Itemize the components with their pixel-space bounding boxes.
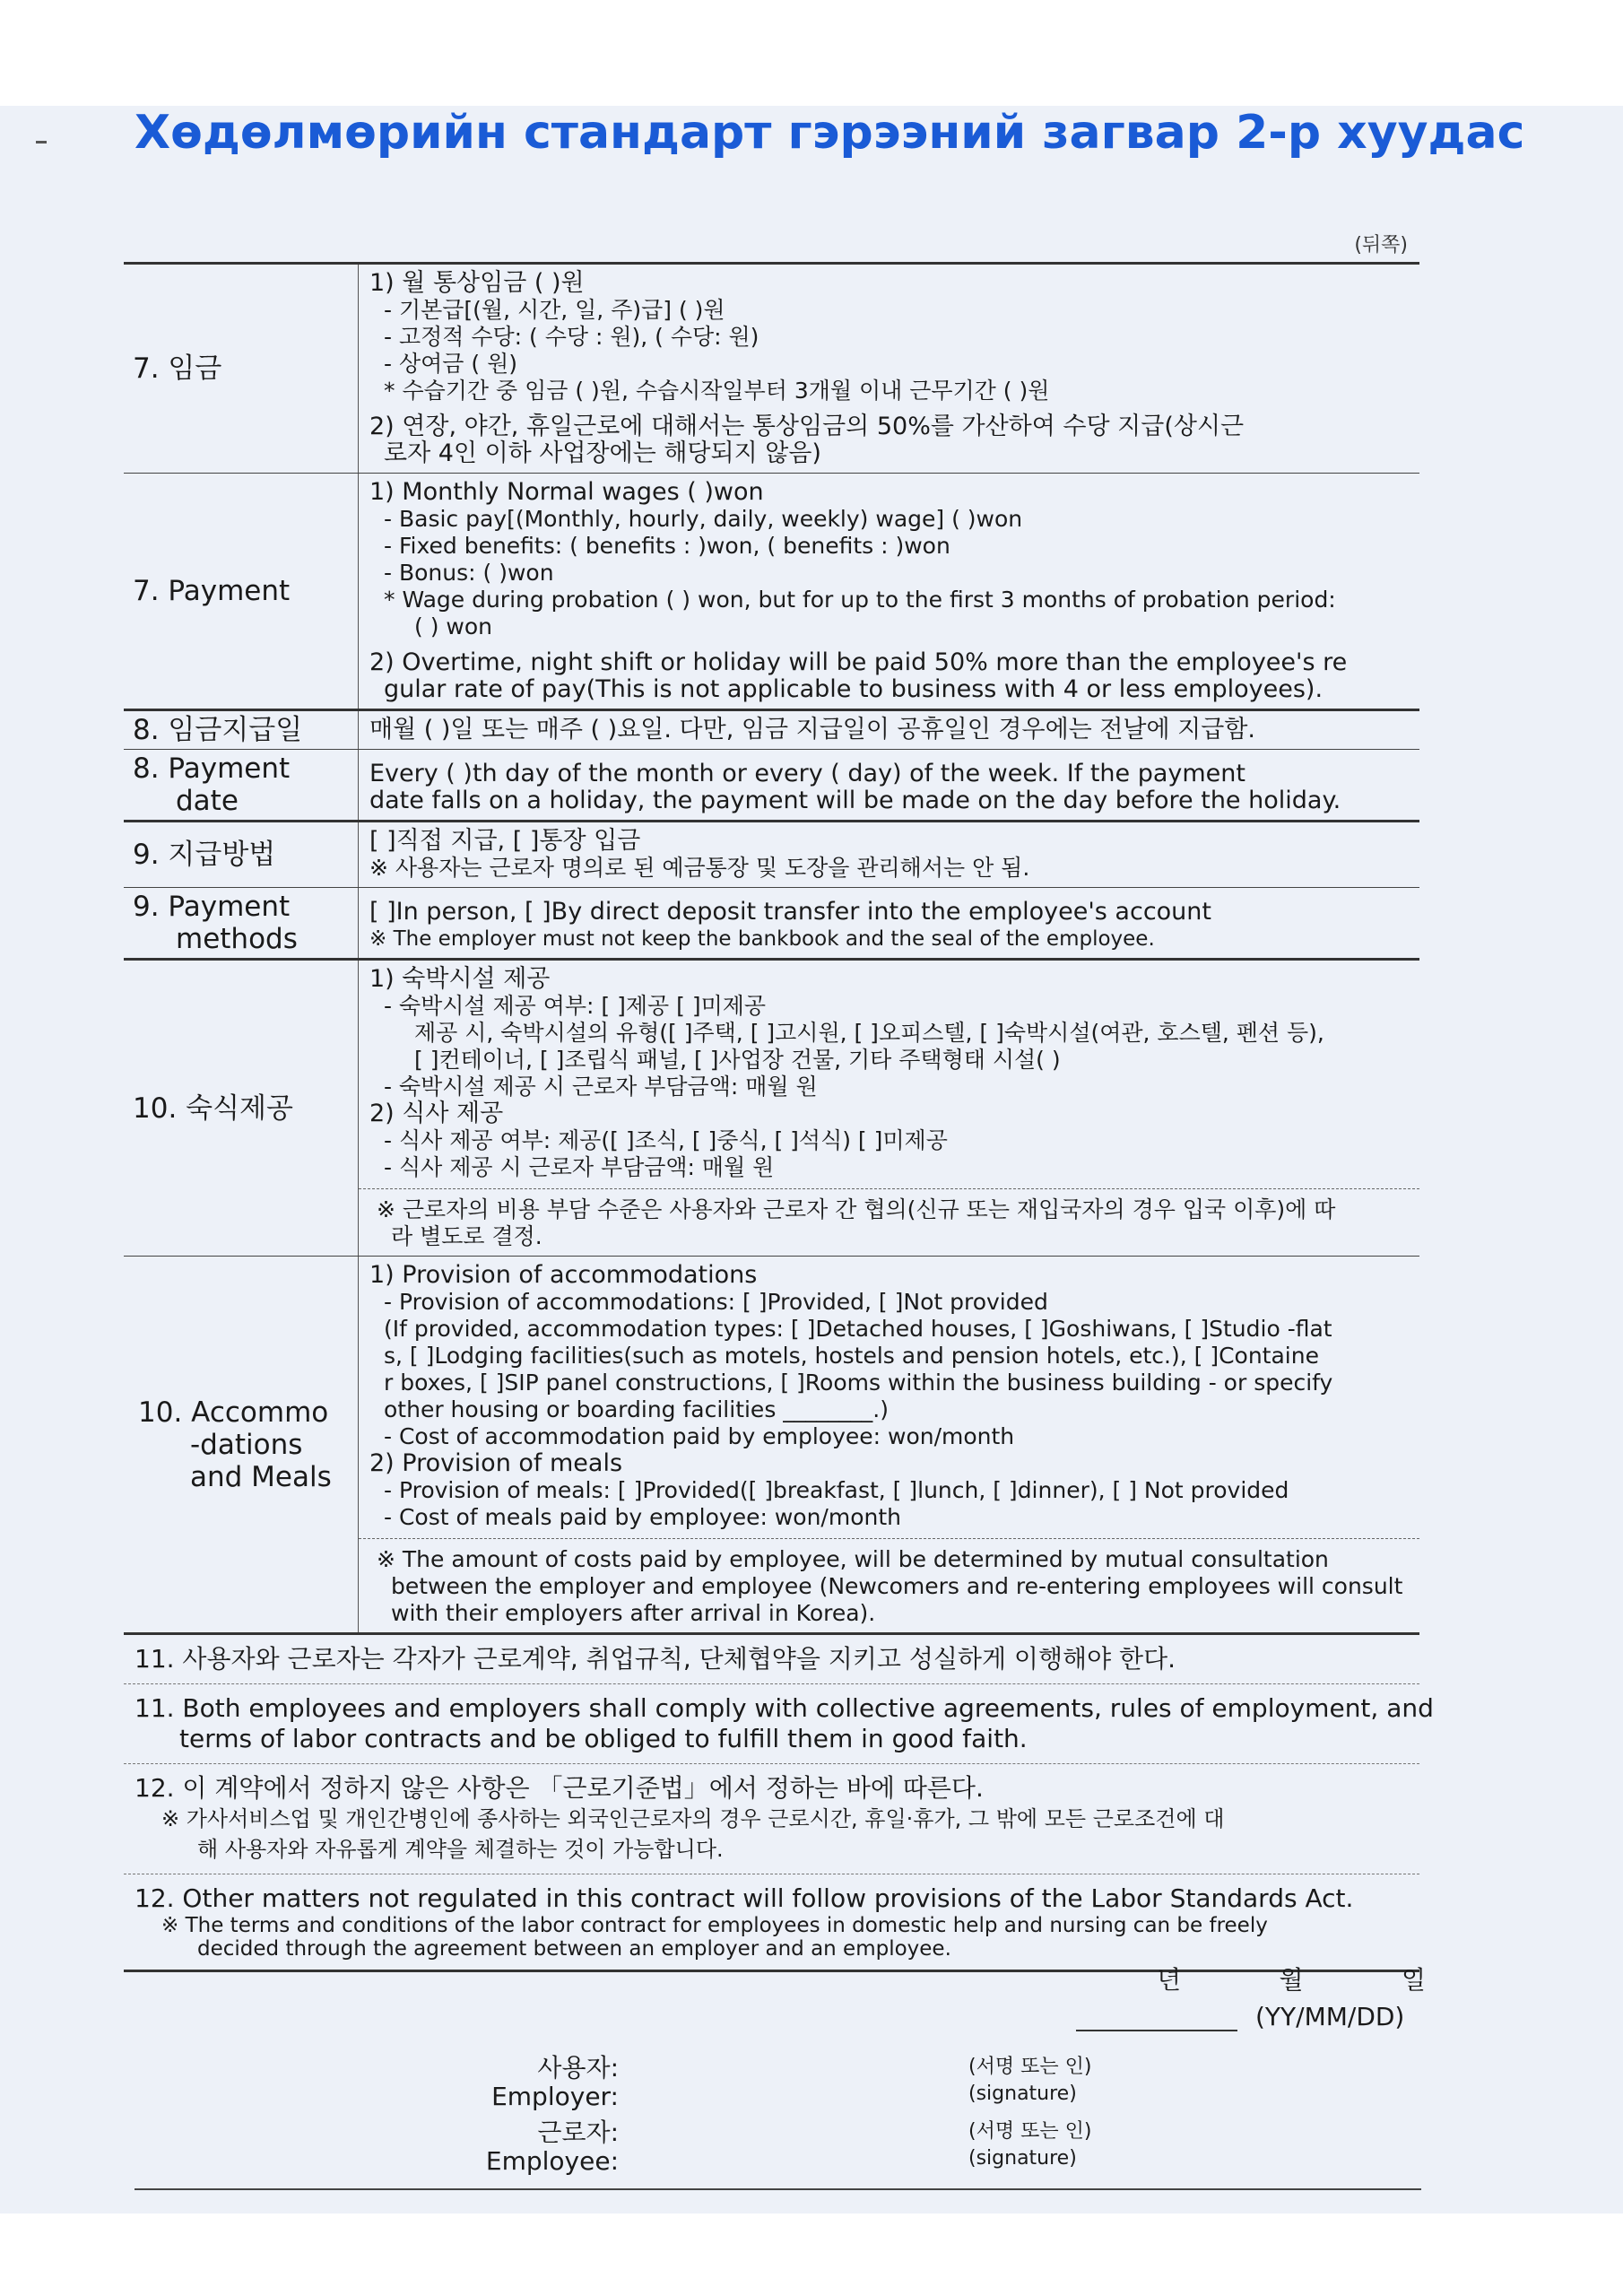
clause-note: ※ 가사서비스업 및 개인간병인에 종사하는 외국인근로자의 경우 근로시간, 휴일·휴가, 그 밖에 모든 근로조건에 대: [161, 1806, 1225, 1831]
accom-ko-note-line: ※ 근로자의 비용 부담 수준은 사용자와 근로자 간 협의(신규 또는 재입국자의 경우 입국 이후)에 따: [377, 1196, 1336, 1222]
wage-en-content: [359, 474, 1419, 709]
clause-note: 해 사용자와 자유롭게 계약을 체결하는 것이 가능합니다.: [197, 1837, 724, 1862]
employee-label-ko: 근로자:: [537, 2118, 619, 2147]
employee-sig-en: (signature): [968, 2147, 1077, 2170]
method-en-label: [124, 888, 359, 958]
method-ko-line: [ ]직접 지급, [ ]통장 입금: [369, 827, 641, 855]
method-en-note: ※ The employer must not keep the bankbook and the seal of the employee.: [369, 927, 1155, 951]
accom-ko-line: - 숙박시설 제공 여부: [ ]제공 [ ]미제공: [384, 993, 767, 1019]
clause-text: terms of labor contracts and be obliged to fulfill them in good faith.: [179, 1724, 1028, 1753]
employee-label-en: Employee:: [485, 2146, 619, 2176]
clause-text: 11. 사용자와 근로자는 각자가 근로계약, 취업규칙, 단체협약을 지키고 성실하게 이행해야 한다.: [135, 1644, 1176, 1674]
accom-en-line: r boxes, [ ]SIP panel constructions, [ ]Rooms within the business building - or specify: [384, 1370, 1333, 1396]
bottom-rule: [135, 2188, 1421, 2190]
employee-label: [448, 2118, 619, 2176]
payday-en-label-1: 8. Payment: [133, 752, 291, 785]
accom-ko-row: [124, 961, 1419, 1257]
accom-en-line: 1) Provision of accommodations: [369, 1261, 758, 1289]
wage-en-row: [124, 474, 1419, 711]
accom-ko-line: 2) 식사 제공: [369, 1100, 504, 1127]
wage-ko-line: * 수습기간 중 임금 ( )원, 수습시작일부터 3개월 이내 근무기간 ( )원: [384, 378, 1050, 404]
date-format-label: (YY/MM/DD): [1255, 2002, 1405, 2031]
wage-ko-label: 7. 임금: [124, 265, 359, 473]
accom-ko-line: - 식사 제공 시 근로자 부담금액: 매월 원: [384, 1154, 775, 1180]
accom-en-label-1: 10. Accommo: [138, 1396, 329, 1429]
accom-en-content: [359, 1257, 1419, 1632]
accom-en-line: other housing or boarding facilities ________.): [384, 1396, 889, 1422]
wage-ko-line: - 고정적 수당: ( 수당 : 원), ( 수당: 원): [384, 324, 759, 350]
payday-ko-label: 8. 임금지급일: [124, 711, 359, 749]
accom-en-label-2: -dations: [190, 1428, 303, 1461]
employer-sig-ko: (서명 또는 인): [968, 2056, 1092, 2078]
contract-form: [124, 262, 1434, 1972]
accom-en-line: - Provision of accommodations: [ ]Provided, [ ]Not provided: [384, 1289, 1048, 1315]
date-block: [1076, 1961, 1426, 2031]
payday-ko-row: [124, 711, 1419, 750]
clause-12-ko: [124, 1764, 1419, 1874]
method-en-row: [124, 888, 1419, 961]
accom-ko-line: - 숙박시설 제공 시 근로자 부담금액: 매월 원: [384, 1074, 818, 1100]
accom-en-line: - Provision of meals: [ ]Provided([ ]breakfast, [ ]lunch, [ ]dinner), [ ] Not provided: [384, 1477, 1289, 1503]
method-en-label-1: 9. Payment: [133, 891, 291, 923]
employer-label-en: Employer:: [491, 2082, 619, 2111]
payday-en-line: date falls on a holiday, the payment will be made on the day before the holiday.: [369, 787, 1341, 814]
accom-en-line: - Cost of accommodation paid by employee: won/month: [384, 1423, 1015, 1449]
payday-en-line: Every ( )th day of the month or every ( day) of the week. If the payment: [369, 760, 1245, 787]
clause-11-ko: [124, 1635, 1419, 1684]
accom-en-note-line: with their employers after arrival in Korea).: [391, 1600, 876, 1626]
payday-en-row: [124, 750, 1419, 822]
method-ko-content: [359, 822, 1419, 887]
clause-text: 12. Other matters not regulated in this contract will follow provisions of the Labor Standards Act.: [135, 1883, 1354, 1913]
wage-en-line: * Wage during probation ( ) won, but for up to the first 3 months of probation period:: [384, 587, 1336, 613]
method-en-label-2: methods: [176, 923, 298, 955]
accom-en-row: [124, 1257, 1419, 1635]
accom-en-line: s, [ ]Lodging facilities(such as motels, hostels and pension hotels, etc.), [ ]Containe: [384, 1343, 1319, 1369]
method-ko-note: ※ 사용자는 근로자 명의로 된 예금통장 및 도장을 관리해서는 안 됨.: [369, 855, 1030, 881]
accom-ko-content: [359, 961, 1419, 1256]
accom-ko-line: 1) 숙박시설 제공: [369, 965, 551, 993]
accom-en-note-line: ※ The amount of costs paid by employee, will be determined by mutual consultation: [377, 1546, 1329, 1572]
payday-ko-text: 매월 ( )일 또는 매주 ( )요일. 다만, 임금 지급일이 공휴일인 경우에는 전날에 지급함.: [369, 716, 1255, 744]
wage-en-label: 7. Payment: [124, 474, 359, 709]
clause-12-en: [124, 1874, 1419, 1972]
accom-en-note-line: between the employer and employee (Newcomers and re-entering employees will consult: [391, 1573, 1403, 1599]
page-title: Хөдөлмөрийн стандарт гэрээний загвар 2-р хуудас: [135, 106, 1525, 160]
wage-ko-line: - 기본급[(월, 시간, 일, 주)급] ( )원: [384, 297, 725, 323]
accom-ko-note-line: 라 별도로 결정.: [391, 1223, 542, 1249]
clause-note: ※ The terms and conditions of the labor contract for employees in domestic help and nursing can be freely: [161, 1914, 1268, 1937]
wage-en-line: - Basic pay[(Monthly, hourly, daily, weekly) wage] ( )won: [384, 506, 1023, 532]
wage-ko-line: 로자 4인 이하 사업장에는 해당되지 않음): [384, 439, 821, 467]
clause-text: 12. 이 계약에서 정하지 않은 사항은 「근로기준법」에서 정하는 바에 따른다.: [135, 1773, 984, 1803]
employee-signature-field[interactable]: [968, 2118, 1091, 2172]
employer-sig-en: (signature): [968, 2083, 1077, 2105]
accom-ko-line: 제공 시, 숙박시설의 유형([ ]주택, [ ]고시원, [ ]오피스텔, [ ]숙박시설(여관, 호스텔, 펜션 등),: [414, 1020, 1324, 1046]
wage-en-line: gular rate of pay(This is not applicable to business with 4 or less employees).: [384, 675, 1324, 703]
wage-ko-line: 1) 월 통상임금 ( )원: [369, 269, 585, 297]
accom-en-line: - Cost of meals paid by employee: won/month: [384, 1504, 901, 1530]
method-ko-row: [124, 822, 1419, 888]
employee-sig-ko: (서명 또는 인): [968, 2120, 1092, 2143]
date-day-label: 일: [1401, 1965, 1426, 1995]
accom-en-label-3: and Meals: [190, 1460, 332, 1493]
accom-ko-line: [ ]컨테이너, [ ]조립식 패널, [ ]사업장 건물, 기타 주택형태 시설( ): [414, 1047, 1061, 1073]
wage-en-line: - Fixed benefits: ( benefits : )won, ( benefits : )won: [384, 533, 950, 559]
accom-en-line: (If provided, accommodation types: [ ]Detached houses, [ ]Goshiwans, [ ]Studio -flat: [384, 1316, 1332, 1342]
wage-ko-row: [124, 262, 1419, 474]
payday-ko-content: [359, 711, 1419, 749]
date-format-row: [1076, 2002, 1426, 2031]
payday-en-label: [124, 750, 359, 820]
wage-en-line: 2) Overtime, night shift or holiday will be paid 50% more than the employee's re: [369, 648, 1348, 676]
payday-en-label-2: date: [176, 785, 239, 817]
employer-label-ko: 사용자:: [537, 2053, 619, 2083]
employer-label: [448, 2054, 619, 2111]
wage-en-line: ( ) won: [414, 613, 492, 639]
method-en-line: [ ]In person, [ ]By direct deposit transfer into the employee's account: [369, 898, 1211, 926]
wage-en-line: - Bonus: ( )won: [384, 560, 554, 586]
clause-11-en: [124, 1684, 1434, 1764]
accom-ko-note: [359, 1188, 1419, 1250]
payday-en-content: [359, 750, 1419, 820]
date-input-line[interactable]: [1076, 2026, 1237, 2031]
clause-note: decided through the agreement between an employer and an employee.: [197, 1937, 951, 1961]
margin-mark: [36, 141, 47, 144]
accom-ko-line: - 식사 제공 여부: 제공([ ]조식, [ ]중식, [ ]석식) [ ]미제공: [384, 1127, 948, 1153]
wage-ko-line: - 상여금 ( 원): [384, 351, 517, 377]
accom-ko-label: 10. 숙식제공: [124, 961, 359, 1256]
method-en-content: [359, 888, 1419, 958]
date-year-label: 년: [1157, 1965, 1182, 1995]
wage-en-line: 1) Monthly Normal wages ( )won: [369, 478, 764, 506]
date-labels-ko: [1076, 1961, 1426, 1996]
accom-en-label: [124, 1257, 359, 1632]
accom-en-line: 2) Provision of meals: [369, 1449, 623, 1477]
accom-en-note: [359, 1538, 1419, 1627]
date-month-label: 월: [1279, 1965, 1304, 1995]
clause-text: 11. Both employees and employers shall comply with collective agreements, rules of employment, and: [135, 1693, 1434, 1723]
wage-ko-content: [359, 265, 1419, 473]
method-ko-label: 9. 지급방법: [124, 822, 359, 887]
back-side-label: (뒤쪽): [1354, 234, 1408, 257]
wage-ko-line: 2) 연장, 야간, 휴일근로에 대해서는 통상임금의 50%를 가산하여 수당 지급(상시근: [369, 413, 1245, 440]
employer-signature-field[interactable]: [968, 2054, 1091, 2108]
